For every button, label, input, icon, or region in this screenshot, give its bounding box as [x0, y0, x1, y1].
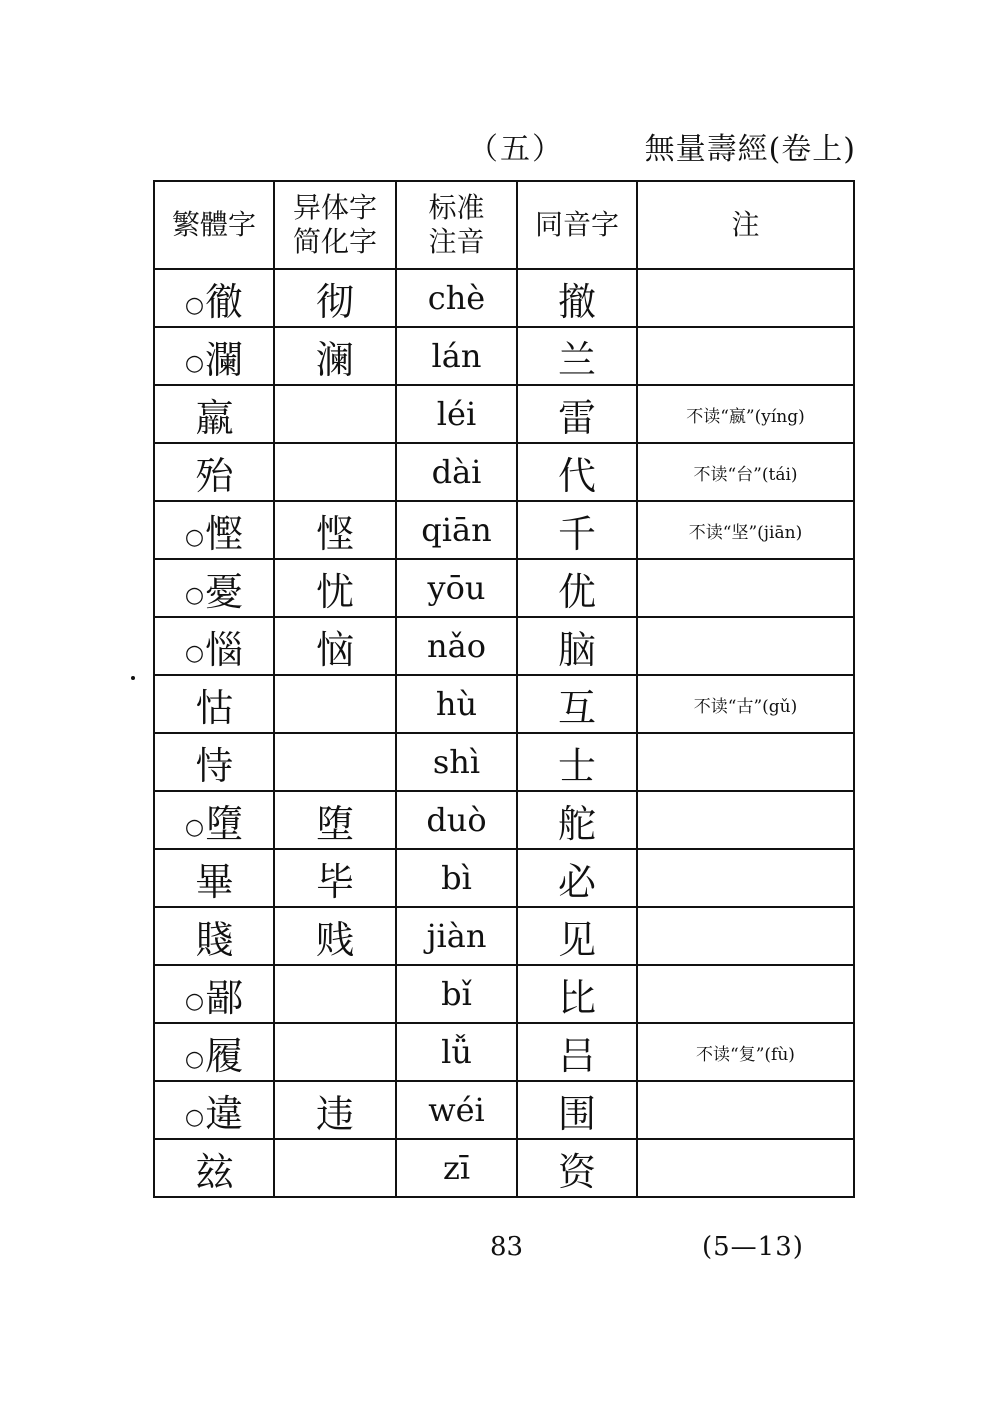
note-cell-text: 不读“坚”(jiān): [688, 522, 803, 543]
section-number: （五）: [468, 132, 564, 167]
homophone-cell: [517, 1023, 637, 1081]
traditional-char-cell-text: 恃: [195, 743, 234, 788]
homophone-cell-text: 必: [557, 859, 596, 904]
pinyin-cell-text: shì: [432, 743, 481, 781]
note-cell: [637, 849, 854, 907]
pinyin-cell: [396, 965, 517, 1023]
homophone-cell-text: 资: [557, 1149, 596, 1194]
homophone-cell: [517, 791, 637, 849]
pinyin-cell: [396, 269, 517, 327]
traditional-char-cell-text: 玆: [195, 1149, 234, 1194]
note-cell: [637, 559, 854, 617]
circle-mark: ○: [184, 640, 205, 666]
col-header-note: [637, 181, 854, 269]
note-cell: [637, 1023, 854, 1081]
traditional-char-cell-text: 畢: [195, 859, 234, 904]
note-cell-text: 不读“台”(tái): [693, 464, 798, 485]
pinyin-cell-text: nǎo: [427, 627, 486, 665]
homophone-cell: [517, 965, 637, 1023]
col-header-homophone-label: 同音字: [534, 208, 619, 241]
pinyin-cell: [396, 443, 517, 501]
homophone-cell: [517, 269, 637, 327]
traditional-char-cell-text: 憂: [205, 569, 244, 614]
homophone-cell-text: 优: [557, 569, 596, 614]
traditional-char-cell: [154, 733, 274, 791]
homophone-cell-text: 千: [557, 511, 596, 556]
table-row: [154, 1081, 854, 1139]
simplified-char-cell: [274, 269, 396, 327]
simplified-char-cell: [274, 849, 396, 907]
note-cell: [637, 733, 854, 791]
pinyin-cell: [396, 791, 517, 849]
note-cell: [637, 501, 854, 559]
pinyin-cell-text: bǐ: [441, 975, 472, 1013]
simplified-char-cell-text: 堕: [315, 801, 354, 846]
note-cell: [637, 327, 854, 385]
col-header-pinyin: [396, 181, 517, 269]
pinyin-cell: [396, 617, 517, 675]
pinyin-cell: [396, 559, 517, 617]
pinyin-cell: [396, 1139, 517, 1197]
traditional-char-cell: [154, 501, 274, 559]
character-gloss-table: [153, 180, 855, 1198]
circle-mark: ○: [184, 524, 205, 550]
homophone-cell-text: 雷: [557, 395, 596, 440]
note-cell: [637, 1139, 854, 1197]
pinyin-cell-text: jiàn: [426, 917, 487, 955]
homophone-cell: [517, 907, 637, 965]
pinyin-cell: [396, 907, 517, 965]
circle-mark: ○: [184, 350, 205, 376]
traditional-char-cell: [154, 1139, 274, 1197]
traditional-char-cell-text: 殆: [195, 453, 234, 498]
simplified-char-cell-text: 忧: [315, 569, 354, 614]
simplified-char-cell: [274, 443, 396, 501]
table-row: [154, 501, 854, 559]
table-row: [154, 443, 854, 501]
note-cell-text: 不读“古”(gǔ): [693, 696, 798, 717]
homophone-cell-text: 吕: [557, 1033, 596, 1078]
traditional-char-cell-text: 賤: [195, 917, 234, 962]
homophone-cell: [517, 733, 637, 791]
simplified-char-cell-text: 违: [315, 1091, 354, 1136]
note-cell: [637, 791, 854, 849]
col-header-note-label: 注: [731, 208, 760, 241]
traditional-char-cell-text: 瀾: [205, 337, 244, 382]
note-cell: [637, 675, 854, 733]
homophone-cell-text: 比: [557, 975, 596, 1020]
homophone-cell-text: 兰: [557, 337, 596, 382]
page-header: [150, 124, 856, 168]
pinyin-cell-text: bì: [441, 859, 472, 897]
pinyin-cell-text: zī: [442, 1149, 471, 1187]
note-cell: [637, 617, 854, 675]
table-row: [154, 907, 854, 965]
simplified-char-cell: [274, 675, 396, 733]
scan-speck: [131, 676, 135, 680]
homophone-cell: [517, 617, 637, 675]
col-header-pinyin-label: 标准 注音: [428, 191, 485, 258]
traditional-char-cell: [154, 675, 274, 733]
col-header-traditional-label: 繁體字: [171, 208, 256, 241]
homophone-cell-text: 舵: [557, 801, 596, 846]
simplified-char-cell-text: 澜: [315, 337, 354, 382]
homophone-cell: [517, 443, 637, 501]
simplified-char-cell: [274, 1081, 396, 1139]
simplified-char-cell-text: 毕: [315, 859, 354, 904]
homophone-cell: [517, 559, 637, 617]
traditional-char-cell: [154, 965, 274, 1023]
table-row: [154, 1023, 854, 1081]
table-row: [154, 559, 854, 617]
simplified-char-cell-text: 贱: [315, 917, 354, 962]
traditional-char-cell-text: 違: [205, 1091, 244, 1136]
simplified-char-cell: [274, 733, 396, 791]
pinyin-cell-text: hù: [435, 685, 478, 723]
simplified-char-cell: [274, 1139, 396, 1197]
circle-mark: ○: [184, 1046, 205, 1072]
homophone-cell: [517, 501, 637, 559]
table-row: [154, 1139, 854, 1197]
traditional-char-cell-text: 羸: [195, 395, 234, 440]
simplified-char-cell: [274, 791, 396, 849]
circle-mark: ○: [184, 988, 205, 1014]
col-header-variant-simplified-label: 异体字 简化字: [292, 191, 377, 258]
traditional-char-cell: [154, 443, 274, 501]
pinyin-cell-text: duò: [426, 801, 487, 839]
simplified-char-cell: [274, 385, 396, 443]
col-header-traditional: [154, 181, 274, 269]
traditional-char-cell-text: 惱: [205, 627, 244, 672]
pinyin-cell: [396, 501, 517, 559]
table-row: [154, 791, 854, 849]
simplified-char-cell: [274, 965, 396, 1023]
traditional-char-cell-text: 徹: [205, 279, 244, 324]
note-cell-text: 不读“复”(fù): [696, 1044, 795, 1065]
pinyin-cell: [396, 1023, 517, 1081]
table-row: [154, 385, 854, 443]
note-cell-text: 不读“嬴”(yíng): [686, 406, 805, 427]
homophone-cell-text: 士: [557, 743, 596, 788]
pinyin-cell-text: qiān: [421, 511, 492, 549]
pinyin-cell-text: lán: [431, 337, 482, 375]
homophone-cell: [517, 1139, 637, 1197]
table-row: [154, 269, 854, 327]
homophone-cell-text: 互: [557, 685, 596, 730]
pinyin-cell: [396, 849, 517, 907]
traditional-char-cell-text: 鄙: [205, 975, 244, 1020]
table-header-row: [154, 181, 854, 269]
circle-mark: ○: [184, 1104, 205, 1130]
homophone-cell-text: 围: [557, 1091, 596, 1136]
simplified-char-cell: [274, 559, 396, 617]
simplified-char-cell: [274, 907, 396, 965]
pinyin-cell: [396, 675, 517, 733]
traditional-char-cell: [154, 1081, 274, 1139]
table-row: [154, 965, 854, 1023]
page-footer: [150, 1232, 856, 1266]
simplified-char-cell: [274, 1023, 396, 1081]
traditional-char-cell: [154, 327, 274, 385]
note-cell: [637, 1081, 854, 1139]
homophone-cell: [517, 849, 637, 907]
traditional-char-cell: [154, 907, 274, 965]
note-cell: [637, 385, 854, 443]
page-range: (5—13): [702, 1232, 804, 1262]
homophone-cell-text: 代: [557, 453, 596, 498]
pinyin-cell-text: léi: [436, 395, 477, 433]
traditional-char-cell: [154, 849, 274, 907]
table-row: [154, 617, 854, 675]
simplified-char-cell-text: 恼: [315, 627, 354, 672]
traditional-char-cell-text: 墮: [205, 801, 244, 846]
homophone-cell: [517, 1081, 637, 1139]
homophone-cell: [517, 675, 637, 733]
pinyin-cell: [396, 733, 517, 791]
simplified-char-cell: [274, 617, 396, 675]
traditional-char-cell: [154, 269, 274, 327]
homophone-cell: [517, 385, 637, 443]
traditional-char-cell: [154, 617, 274, 675]
pinyin-cell-text: wéi: [428, 1091, 485, 1129]
homophone-cell-text: 脑: [557, 627, 596, 672]
table-row: [154, 675, 854, 733]
note-cell: [637, 907, 854, 965]
pinyin-cell: [396, 1081, 517, 1139]
note-cell: [637, 965, 854, 1023]
homophone-cell: [517, 327, 637, 385]
page-number: 83: [490, 1232, 524, 1262]
pinyin-cell: [396, 327, 517, 385]
sutra-title: 無量壽經(卷上): [644, 132, 856, 167]
col-header-variant-simplified: [274, 181, 396, 269]
table-row: [154, 849, 854, 907]
table-row: [154, 733, 854, 791]
simplified-char-cell-text: 悭: [315, 511, 354, 556]
traditional-char-cell-text: 慳: [205, 511, 244, 556]
pinyin-cell-text: chè: [427, 279, 486, 317]
pinyin-cell: [396, 385, 517, 443]
pinyin-cell-text: lǚ: [441, 1033, 472, 1071]
simplified-char-cell-text: 彻: [315, 279, 354, 324]
simplified-char-cell: [274, 327, 396, 385]
note-cell: [637, 443, 854, 501]
homophone-cell-text: 撤: [557, 279, 596, 324]
note-cell: [637, 269, 854, 327]
traditional-char-cell: [154, 559, 274, 617]
traditional-char-cell-text: 怙: [195, 685, 234, 730]
pinyin-cell-text: dài: [431, 453, 482, 491]
traditional-char-cell: [154, 791, 274, 849]
pinyin-cell-text: yōu: [427, 569, 486, 607]
traditional-char-cell-text: 履: [205, 1033, 244, 1078]
traditional-char-cell: [154, 385, 274, 443]
circle-mark: ○: [184, 582, 205, 608]
traditional-char-cell: [154, 1023, 274, 1081]
simplified-char-cell: [274, 501, 396, 559]
table-row: [154, 327, 854, 385]
circle-mark: ○: [184, 814, 205, 840]
homophone-cell-text: 见: [557, 917, 596, 962]
circle-mark: ○: [184, 292, 205, 318]
col-header-homophone: [517, 181, 637, 269]
